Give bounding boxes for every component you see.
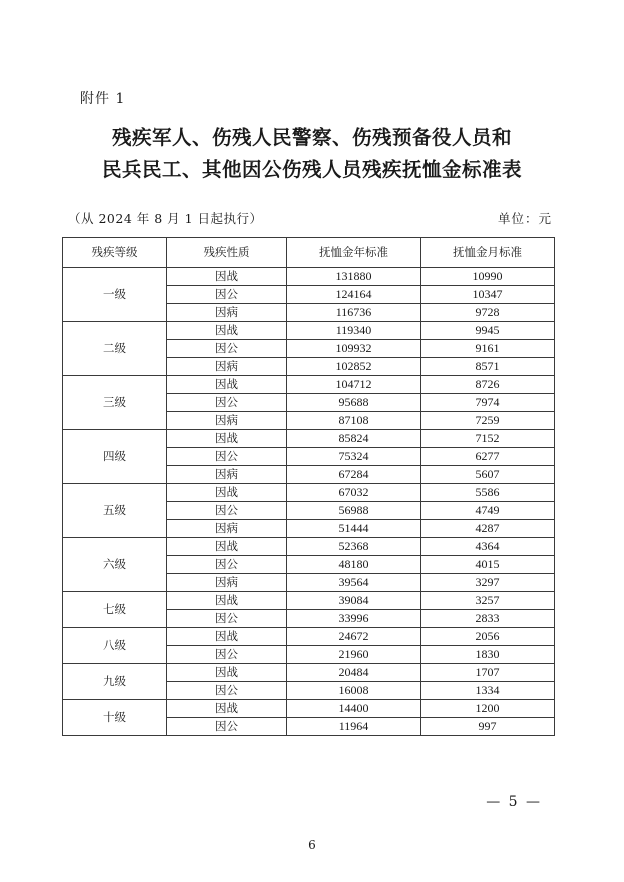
grade-cell: 七级 [63,592,167,628]
nature-cell: 因战 [167,430,287,448]
annual-cell: 67284 [287,466,421,484]
annual-cell: 104712 [287,376,421,394]
grade-cell: 三级 [63,376,167,430]
annual-cell: 51444 [287,520,421,538]
monthly-cell: 3297 [421,574,555,592]
annual-cell: 119340 [287,322,421,340]
monthly-cell: 5586 [421,484,555,502]
annual-cell: 39084 [287,592,421,610]
table-row [63,592,555,610]
nature-cell: 因公 [167,502,287,520]
monthly-cell: 9728 [421,304,555,322]
nature-cell: 因公 [167,340,287,358]
nature-cell: 因公 [167,682,287,700]
annual-cell: 85824 [287,430,421,448]
table-row [63,268,555,286]
nature-cell: 因战 [167,268,287,286]
grade-cell: 四级 [63,430,167,484]
monthly-cell: 8726 [421,376,555,394]
monthly-cell: 3257 [421,592,555,610]
nature-cell: 因公 [167,610,287,628]
annual-cell: 75324 [287,448,421,466]
nature-cell: 因病 [167,574,287,592]
table-row [63,700,555,718]
annual-cell: 52368 [287,538,421,556]
annual-cell: 116736 [287,304,421,322]
table-row [63,484,555,502]
monthly-cell: 7974 [421,394,555,412]
nature-cell: 因战 [167,664,287,682]
unit-label: 单位：元 [497,211,552,226]
monthly-cell: 10347 [421,286,555,304]
monthly-cell: 1200 [421,700,555,718]
monthly-cell: 10990 [421,268,555,286]
document-title-line-1: 残疾军人、伤残人民警察、伤残预备役人员和 [111,126,512,149]
nature-cell: 因公 [167,394,287,412]
monthly-cell: 4015 [421,556,555,574]
annual-cell: 109932 [287,340,421,358]
annual-cell: 24672 [287,628,421,646]
annual-cell: 87108 [287,412,421,430]
monthly-cell: 4749 [421,502,555,520]
nature-cell: 因战 [167,700,287,718]
monthly-cell: 8571 [421,358,555,376]
nature-cell: 因战 [167,376,287,394]
grade-cell: 五级 [63,484,167,538]
nature-cell: 因战 [167,628,287,646]
header-monthly: 抚恤金月标准 [421,238,555,268]
nature-cell: 因公 [167,286,287,304]
monthly-cell: 1830 [421,646,555,664]
table-row [63,664,555,682]
page-number-inner: — 5 — [486,794,542,810]
nature-cell: 因病 [167,358,287,376]
table-row [63,376,555,394]
annual-cell: 11964 [287,718,421,736]
table-header-row [63,238,555,268]
table-row [63,322,555,340]
monthly-cell: 1707 [421,664,555,682]
attachment-label: 附件 1 [80,91,126,107]
monthly-cell: 6277 [421,448,555,466]
grade-cell: 六级 [63,538,167,592]
grade-cell: 九级 [63,664,167,700]
annual-cell: 21960 [287,646,421,664]
monthly-cell: 2056 [421,628,555,646]
annual-cell: 14400 [287,700,421,718]
monthly-cell: 4287 [421,520,555,538]
monthly-cell: 997 [421,718,555,736]
header-annual: 抚恤金年标准 [287,238,421,268]
annual-cell: 131880 [287,268,421,286]
document-title-line-2: 民兵民工、其他因公伤残人员残疾抚恤金标准表 [101,158,522,181]
header-nature: 残疾性质 [167,238,287,268]
nature-cell: 因战 [167,484,287,502]
monthly-cell: 9945 [421,322,555,340]
nature-cell: 因战 [167,322,287,340]
page-number-outer: 6 [308,838,316,852]
annual-cell: 48180 [287,556,421,574]
annual-cell: 95688 [287,394,421,412]
table-row [63,430,555,448]
monthly-cell: 9161 [421,340,555,358]
annual-cell: 67032 [287,484,421,502]
header-grade: 残疾等级 [63,238,167,268]
effective-date: （从 2024 年 8 月 1 日起执行） [68,211,263,226]
annual-cell: 56988 [287,502,421,520]
nature-cell: 因战 [167,538,287,556]
annual-cell: 124164 [287,286,421,304]
grade-cell: 十级 [63,700,167,736]
grade-cell: 二级 [63,322,167,376]
annual-cell: 102852 [287,358,421,376]
grade-cell: 八级 [63,628,167,664]
annual-cell: 33996 [287,610,421,628]
nature-cell: 因病 [167,520,287,538]
nature-cell: 因病 [167,304,287,322]
nature-cell: 因公 [167,448,287,466]
monthly-cell: 1334 [421,682,555,700]
pension-standards-table [62,237,555,736]
nature-cell: 因公 [167,646,287,664]
monthly-cell: 5607 [421,466,555,484]
nature-cell: 因公 [167,718,287,736]
monthly-cell: 7152 [421,430,555,448]
nature-cell: 因公 [167,556,287,574]
nature-cell: 因病 [167,466,287,484]
grade-cell: 一级 [63,268,167,322]
annual-cell: 16008 [287,682,421,700]
annual-cell: 20484 [287,664,421,682]
monthly-cell: 4364 [421,538,555,556]
monthly-cell: 7259 [421,412,555,430]
table-row [63,628,555,646]
table-row [63,538,555,556]
nature-cell: 因病 [167,412,287,430]
annual-cell: 39564 [287,574,421,592]
monthly-cell: 2833 [421,610,555,628]
nature-cell: 因战 [167,592,287,610]
